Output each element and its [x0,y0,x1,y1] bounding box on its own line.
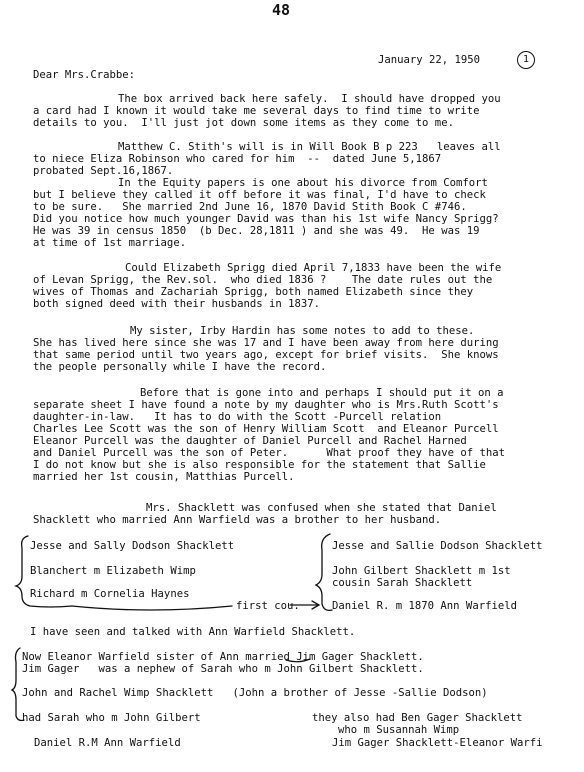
paragraph-5-line-7: I do not know but she is also responsible for the statement that Sallie [33,459,486,471]
chart-left-line-1: Jesse and Sally Dodson Shacklett [30,540,235,552]
circled-page-mark: 1 [517,51,535,69]
letter-date: January 22, 1950 [378,54,481,66]
chart-right-line-3: cousin Sarah Shacklett [332,577,473,589]
bottom-line-3: John and Rachel Wimp Shacklett (John a brother of Jesse -Sallie Dodson) [22,687,488,699]
bottom-line-1: Now Eleanor Warfield sister of Ann married Jim Gager Shacklett. [22,651,424,663]
paragraph-4-line-3: that same period until two years ago, except for brief visits. She knows [33,349,499,361]
first-cousin-note: first cou. [236,600,300,612]
paragraph-2-line-4: In the Equity papers is one about his divorce from Comfort [118,177,488,189]
paragraph-1-line-3: details to you. I'll just jot down some items as they come to me. [33,117,454,129]
bottom-line-2: Jim Gager was a nephew of Sarah who m John Gilbert Shacklett. [22,663,424,675]
seen-and-talked-line: I have seen and talked with Ann Warfield Shacklett. [30,626,356,638]
paragraph-5-line-5: Eleanor Purcell was the daughter of Daniel Purcell and Rachel Harned [33,435,467,447]
bottom-right-line-2: who m Susannah Wimp [338,724,460,736]
paragraph-2-line-3: probated Sept.16,1867. [33,165,174,177]
paragraph-6-line-2: Shacklett who married Ann Warfield was a brother to her husband. [33,514,442,526]
paragraph-3-line-2: of Levan Sprigg, the Rev.sol. who died 1836 ? The date rules out the [33,274,493,286]
paragraph-5-line-8: married her 1st cousin, Matthias Purcell. [33,471,295,483]
paragraph-3-line-1: Could Elizabeth Sprigg died April 7,1833 have been the wife [125,262,502,274]
paragraph-4-line-1: My sister, Irby Hardin has some notes to add to these. [130,325,475,337]
paragraph-2-line-8: He was 39 in census 1850 (b Dec. 28,1811 ) and she was 49. He was 19 [33,225,480,237]
paragraph-5-line-4: Charles Lee Scott was the son of Henry William Scott and Eleanor Purcell [33,423,499,435]
chart-right-line-4: Daniel R. m 1870 Ann Warfield [332,600,517,612]
paragraph-3-line-4: both signed deed with their husbands in 1837. [33,298,321,310]
paragraph-2-line-9: at time of 1st marriage. [33,237,187,249]
bottom-right-line-3: Jim Gager Shacklett-Eleanor Warfi [332,737,543,749]
paragraph-5-line-3: daughter-in-law. It has to do with the Scott -Purcell relation [33,411,442,423]
paragraph-4-line-4: the people personally while I have the record. [33,361,327,373]
chart-right-line-2: John Gilbert Shacklett m 1st [332,565,511,577]
salutation: Dear Mrs.Crabbe: [33,69,136,81]
bottom-right-line-1: they also had Ben Gager Shacklett [312,712,523,724]
chart-left-line-3: Richard m Cornelia Haynes [30,588,190,600]
paragraph-2-line-1: Matthew C. Stith's will is in Will Book B p 223 leaves all [118,141,501,153]
paragraph-6-line-1: Mrs. Shacklett was confused when she stated that Daniel [146,502,497,514]
page-number: 48 [272,1,291,19]
paragraph-4-line-2: She has lived here since she was 17 and I have been away from here during [33,337,499,349]
paragraph-2-line-2: to niece Eliza Robinson who cared for him -- dated June 5,1867 [33,153,442,165]
paragraph-3-line-3: wives of Thomas and Zachariah Sprigg, both named Elizabeth since they [33,286,474,298]
paragraph-1-line-1: The box arrived back here safely. I should have dropped you [118,93,501,105]
paragraph-5-line-6: and Daniel Purcell was the son of Peter. What proof they have of that [33,447,505,459]
paragraph-5-line-2: separate sheet I have found a note by my daughter who is Mrs.Ruth Scott's [33,399,499,411]
chart-left-line-2: Blanchert m Elizabeth Wimp [30,565,196,577]
paragraph-2-line-7: Did you notice how much younger David was than his 1st wife Nancy Sprigg? [33,213,499,225]
paragraph-2-line-6: to be sure. She married 2nd June 16, 1870 David Stith Book C #746. [33,201,467,213]
chart-right-line-1: Jesse and Sallie Dodson Shacklett [332,540,543,552]
bottom-line-4: had Sarah who m John Gilbert [22,712,201,724]
paragraph-2-line-5: but I believe they called it off before it was final, I'd have to check [33,189,486,201]
bottom-last-left: Daniel R.M Ann Warfield [34,737,181,749]
paragraph-5-line-1: Before that is gone into and perhaps I should put it on a [140,387,504,399]
paragraph-1-line-2: a card had I known it would take me several days to find time to write [33,105,480,117]
